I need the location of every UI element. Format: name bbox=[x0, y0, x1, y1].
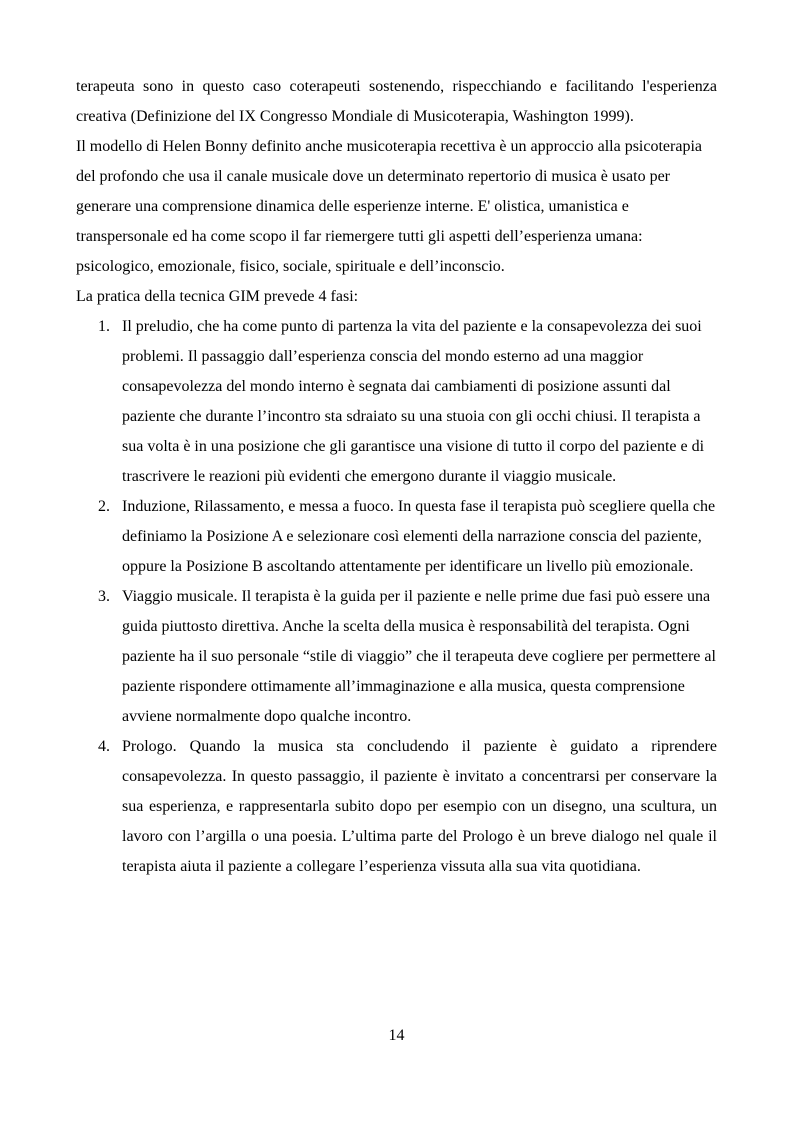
list-item-phase-4 bbox=[76, 732, 717, 882]
list-item-phase-2 bbox=[76, 492, 717, 582]
list-item-text: Viaggio musicale. Il terapista è la guida per il paziente e nelle prime due fasi può essere una guida piuttosto direttiva. Anche la scelta della musica è responsabilità del terapista. Ogni paziente ha il suo personale “stile di viaggio” che il terapeuta deve cogliere per permettere al paziente rispondere ottimamente all’immaginazione e alla musica, questa comprensione avviene normalmente dopo qualche incontro. bbox=[122, 588, 716, 725]
paragraph-bonny-model: Il modello di Helen Bonny definito anche musicoterapia recettiva è un approccio alla psicoterapia del profondo che usa il canale musicale dove un determinato repertorio di musica è usato per generare una comprensione dinamica delle esperienze interne. E' olistica, umanistica e transpersonale ed ha come scopo il far riemergere tutti gli aspetti dell’esperienza umana: psicologico, emozionale, fisico, sociale, spirituale e dell’inconscio. bbox=[76, 138, 702, 275]
paragraph-gim-intro: La pratica della tecnica GIM prevede 4 fasi: bbox=[76, 288, 359, 305]
list-item-text: Il preludio, che ha come punto di partenza la vita del paziente e la consapevolezza dei suoi problemi. Il passaggio dall’esperienza conscia del mondo esterno ad una maggior consapevolezza del mondo interno è segnata dai cambiamenti di posizione assunti dal paziente che durante l’incontro sta sdraiato su una stuoia con gli occhi chiusi. Il terapista a sua volta è in una posizione che gli garantisce una visione di tutto il corpo del paziente e di trascrivere le reazioni più evidenti che emergono durante il viaggio musicale. bbox=[122, 318, 705, 485]
page-number: 14 bbox=[388, 1027, 405, 1044]
list-number: 1. bbox=[98, 318, 110, 335]
list-number: 4. bbox=[98, 738, 110, 755]
list-item-text: Prologo. Quando la musica sta concludendo il paziente è guidato a riprendere consapevolezza. In questo passaggio, il paziente è invitato a concentrarsi per conservare la sua esperienza, e rappresentarla subito dopo per esempio con un disegno, una scultura, un lavoro con l’argilla o una poesia. L’ultima parte del Prologo è un breve dialogo nel quale il terapista aiuta il paziente a collegare l’esperienza vissuta alla sua vita quotidiana. bbox=[122, 738, 717, 875]
list-number: 3. bbox=[98, 588, 110, 605]
paragraph-continuation: terapeuta sono in questo caso coterapeuti sostenendo, rispecchiando e facilitando l'esperienza creativa (Definizione del IX Congresso Mondiale di Musicoterapia, Washington 1999). bbox=[76, 78, 717, 125]
gim-phases-list bbox=[76, 312, 717, 882]
list-number: 2. bbox=[98, 498, 110, 515]
list-item-phase-1 bbox=[76, 312, 717, 492]
list-item-text: Induzione, Rilassamento, e messa a fuoco. In questa fase il terapista può scegliere quella che definiamo la Posizione A e selezionare così elementi della narrazione conscia del paziente, oppure la Posizione B ascoltando attentamente per identificare un livello più emozionale. bbox=[122, 498, 716, 575]
page-body bbox=[76, 72, 717, 882]
list-item-phase-3 bbox=[76, 582, 717, 732]
